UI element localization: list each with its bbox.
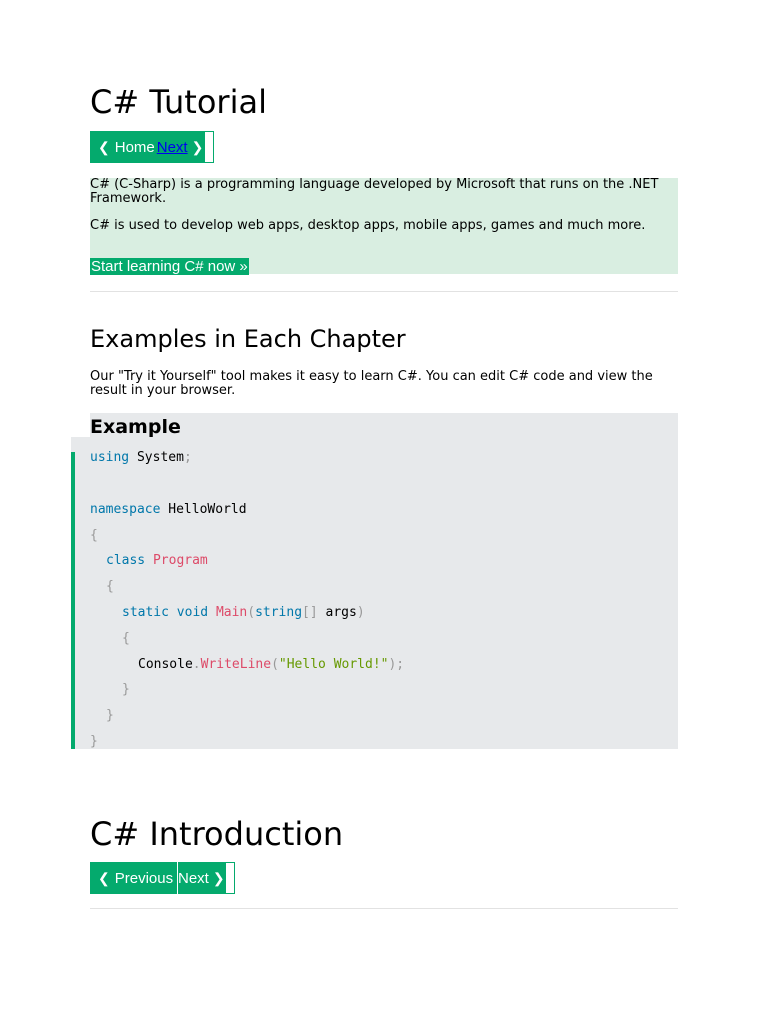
section-title: C# Introduction [90,815,344,853]
intro-paragraph-1: C# (C-Sharp) is a programming language developed by Microsoft that runs on the .NET Framework. [90,177,659,206]
home-button[interactable] [90,131,157,163]
previous-button[interactable] [90,862,178,894]
code-line-2: namespace HelloWorld [90,502,247,517]
divider [90,291,678,292]
next-button-label[interactable]: Next [156,138,188,156]
start-learning-button[interactable]: Start learning C# now » [91,258,248,275]
code-line-11: } [90,734,98,749]
intro-box [90,178,678,274]
code-line-7: { [122,631,130,646]
divider-2 [90,908,678,909]
code-line-10: } [106,708,114,723]
code-line-4: class Program [106,553,208,568]
example-title: Example [90,416,181,438]
chevron-right-icon: ❯ [191,138,204,155]
chevron-right-icon: ❯ [212,869,225,886]
code-line-3: { [90,528,98,543]
chevron-left-icon: ❮ [98,138,110,155]
code-line-6: static void Main(string[] args) [122,605,365,620]
top-nav-buttons [90,131,214,163]
next-button-2[interactable] [178,862,226,894]
code-line-9: } [122,682,130,697]
intro-paragraph-2: C# is used to develop web apps, desktop apps, mobile apps, games and much more. [90,218,646,233]
page-title: C# Tutorial [90,83,267,121]
examples-heading: Examples in Each Chapter [90,325,406,353]
section-nav-buttons [90,862,226,894]
next-button-2-edge [226,862,235,894]
code-line-1: using System; [90,450,192,465]
code-line-5: { [106,579,114,594]
code-accent-bar [71,452,75,749]
code-line-8: Console.WriteLine("Hello World!"); [138,657,405,672]
previous-button-label: Previous [114,869,174,887]
next-button-2-label: Next [178,869,209,887]
chevron-left-icon: ❮ [98,869,110,886]
next-button-edge [205,131,214,163]
home-button-label: Home [114,138,155,156]
examples-description: Our "Try it Yourself" tool makes it easy to learn C#. You can edit C# code and view the result in your browser. [90,369,653,398]
